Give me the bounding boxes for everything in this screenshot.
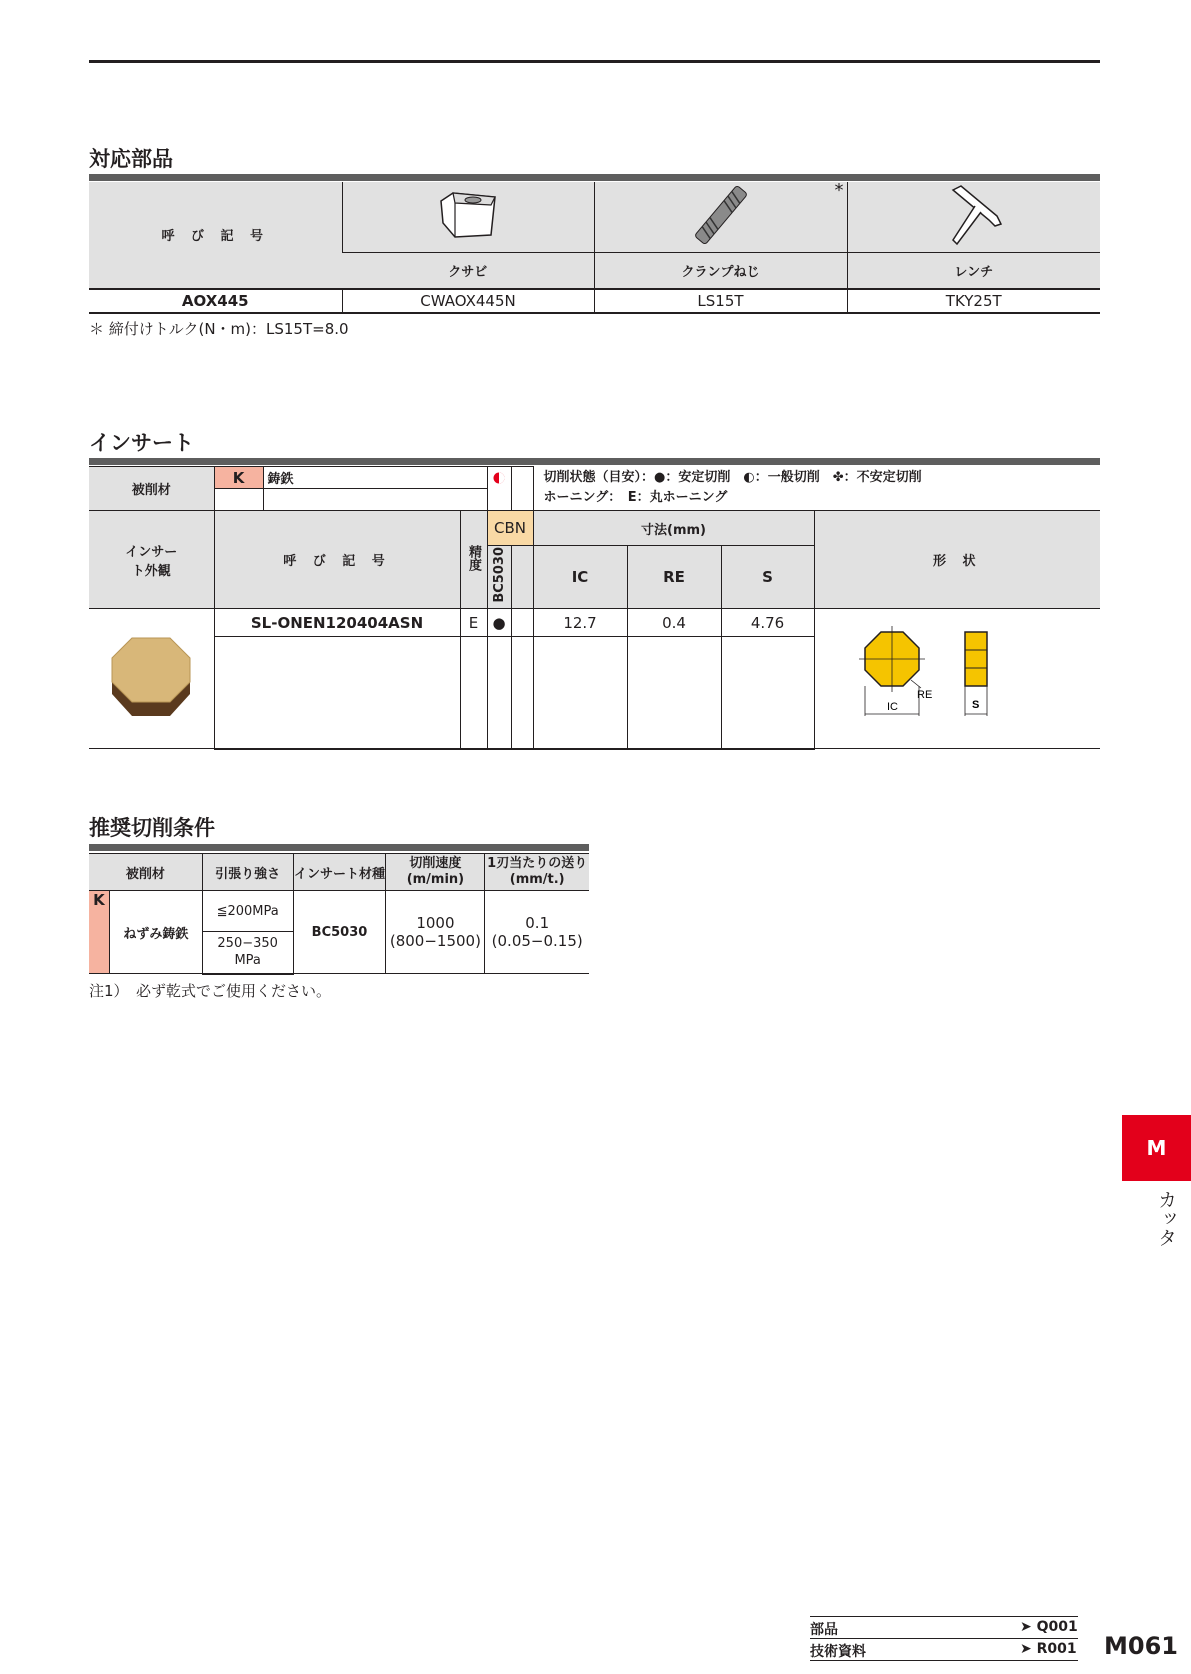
code-label: 呼 び 記 号 — [214, 511, 460, 609]
insert-precision: E — [460, 609, 487, 637]
shape-diagram-cell — [814, 609, 1100, 749]
diagram-ic-label: IC — [887, 700, 899, 713]
wedge-image-cell — [342, 182, 594, 253]
dims-label: 寸法(mm) — [533, 511, 814, 546]
dim-ic-label: IC — [533, 546, 627, 609]
cond-title-bar — [89, 844, 589, 851]
footer-ref-parts-label: 部品 — [810, 1622, 838, 1638]
cond-note: 注1） 必ず乾式でご使用ください。 — [89, 982, 332, 1000]
half-circle-icon — [492, 471, 506, 485]
section-tab-label: カッタ — [1155, 1190, 1177, 1247]
footer-rule-top — [810, 1616, 1078, 1617]
cond-tensile-2: 250−350 MPa — [202, 932, 293, 974]
col-wrench-label: レンチ — [847, 253, 1100, 289]
footer-ref-tech-label: 技術資料 — [810, 1644, 866, 1660]
parts-row-wrench: TKY25T — [847, 289, 1100, 313]
shape-diagram — [857, 622, 1057, 732]
wrench-image-cell — [847, 182, 1100, 253]
dim-re-label: RE — [627, 546, 721, 609]
insert-section-title: インサート — [89, 431, 194, 455]
footer-rule-mid — [810, 1638, 1078, 1639]
cond-header-tensile: 引張り強さ — [202, 854, 293, 891]
parts-note: ＊ 締付けトルク(N・m)：LS15T=8.0 — [89, 320, 349, 338]
insert-photo — [106, 632, 196, 722]
footer-ref-tech-link[interactable]: ➤ R001 — [1020, 1641, 1077, 1657]
cond-header-workpiece: 被削材 — [89, 854, 202, 891]
parts-row-screw: LS15T — [594, 289, 847, 313]
insert-code: SL-ONEN120404ASN — [214, 609, 460, 637]
material-label: 鋳鉄 — [263, 467, 487, 489]
legend-line-2: ホーニング： E：丸ホーニング — [543, 490, 728, 506]
dim-s-label: S — [721, 546, 814, 609]
appearance-label: インサート外観 — [89, 511, 214, 609]
grade-header: BC5030 — [487, 546, 511, 609]
screw-icon — [686, 182, 756, 248]
legend-line-1: 切削状態（目安）：●：安定切削 ◐：一般切削 ✤：不安定切削 — [543, 470, 922, 486]
arrow-icon: ➤ — [1020, 1641, 1032, 1657]
cond-speed: 1000 (800−1500) — [386, 891, 485, 974]
top-rule — [89, 60, 1100, 63]
half-circle-mark-cell — [487, 467, 511, 511]
cond-k-badge: K — [89, 891, 109, 974]
diagram-re-label: RE — [917, 688, 933, 701]
parts-section-title: 対応部品 — [89, 147, 173, 171]
parts-header-label: 呼 び 記 号 — [89, 182, 342, 289]
cond-header-speed: 切削速度 (m/min) — [386, 854, 485, 891]
precision-label: 精度 — [460, 511, 487, 609]
legend-cell — [533, 467, 1100, 511]
cond-section-title: 推奨切削条件 — [89, 816, 215, 840]
cond-table — [89, 853, 589, 975]
k-badge: K — [214, 467, 263, 489]
insert-re-value: 0.4 — [627, 609, 721, 637]
col-screw-label: クランプねじ — [594, 253, 847, 289]
asterisk-mark: * — [834, 180, 844, 201]
cond-material: ねずみ鋳鉄 — [109, 891, 202, 974]
section-tab-m[interactable]: M — [1122, 1115, 1191, 1181]
insert-grade-mark: ● — [487, 609, 511, 637]
insert-ic-value: 12.7 — [533, 609, 627, 637]
col-wedge-label: クサビ — [342, 253, 594, 289]
shape-label: 形 状 — [814, 511, 1100, 609]
cond-header-grade: インサート材種 — [293, 854, 386, 891]
cbn-label: CBN — [487, 511, 533, 546]
cond-tensile-1: ≦200MPa — [202, 891, 293, 932]
footer-rule-bottom — [810, 1660, 1078, 1661]
diagram-s-label: S — [972, 698, 980, 711]
parts-row-code: AOX445 — [89, 289, 342, 313]
wedge-icon — [433, 187, 503, 243]
page-number: M061 — [1104, 1632, 1178, 1660]
parts-title-bar — [89, 174, 1100, 181]
wrench-icon — [939, 182, 1009, 248]
screw-image-cell — [594, 182, 847, 253]
workpiece-label: 被削材 — [89, 467, 214, 511]
parts-table — [89, 182, 1100, 314]
footer-ref-parts-link[interactable]: ➤ Q001 — [1020, 1619, 1078, 1635]
insert-s-value: 4.76 — [721, 609, 814, 637]
arrow-icon: ➤ — [1020, 1619, 1032, 1635]
cond-header-feed: 1刃当たりの送り (mm/t.) — [485, 854, 589, 891]
insert-photo-cell — [89, 609, 214, 749]
parts-row-wedge: CWAOX445N — [342, 289, 594, 313]
cond-grade: BC5030 — [293, 891, 386, 974]
cond-feed: 0.1 (0.05−0.15) — [485, 891, 589, 974]
insert-title-bar — [89, 458, 1100, 465]
insert-table — [89, 466, 1100, 750]
